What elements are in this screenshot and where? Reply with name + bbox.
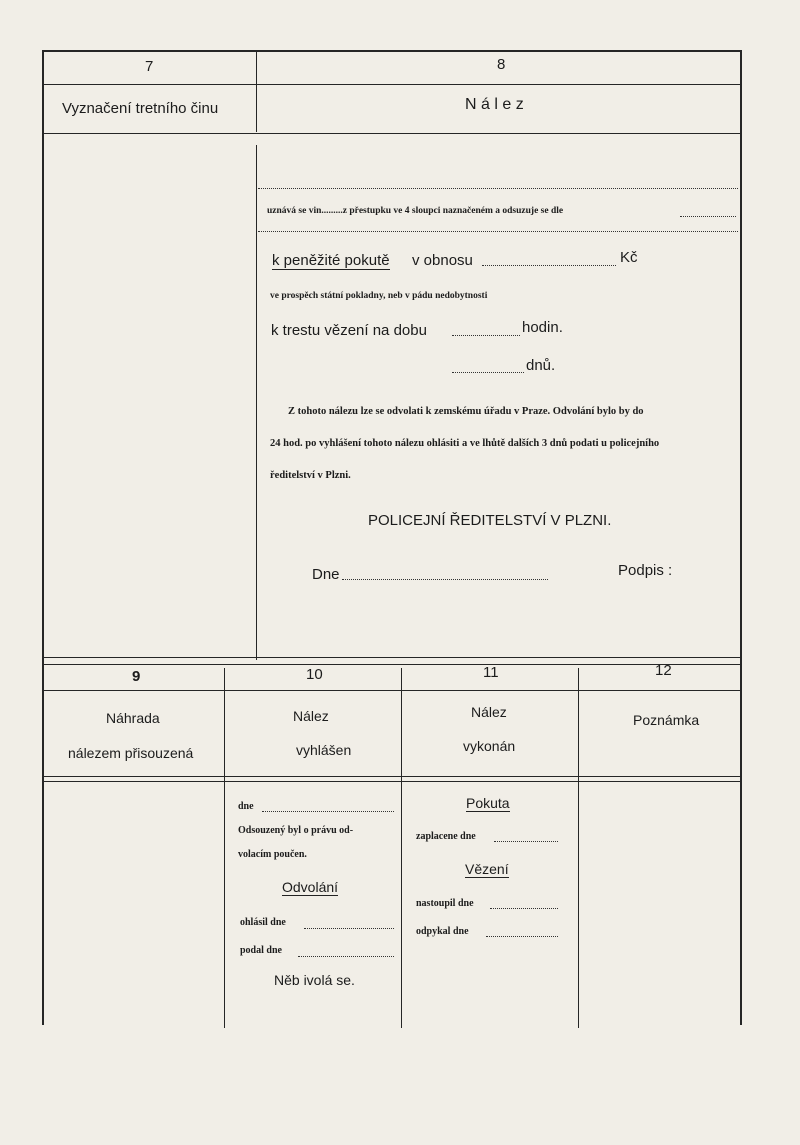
- col10-announced-dotted: [304, 928, 394, 929]
- col9-title-line1: Náhrada: [106, 710, 160, 726]
- col10-filed-dotted: [298, 956, 394, 957]
- col11-served-dotted: [486, 936, 558, 937]
- fine-currency: Kč: [620, 249, 638, 266]
- appeal-line-1: Z tohoto nálezu lze se odvolati k zemskému úřadu v Praze. Odvolání bylo by do: [288, 406, 644, 417]
- bottom-header-rule: [44, 776, 740, 777]
- authority-name: POLICEJNÍ ŘEDITELSTVÍ V PLZNI.: [368, 512, 612, 529]
- appeal-line-3: ředitelství v Plzni.: [270, 470, 351, 481]
- col7-col8-divider: [256, 145, 257, 660]
- col11-title-line1: Nález: [471, 704, 507, 720]
- col10-title-line1: Nález: [293, 708, 329, 724]
- bottom-header-rule-2: [44, 781, 740, 782]
- col11-started: nastoupil dne: [416, 898, 474, 909]
- finding-uznava-line: uznává se vin.........z přestupku ve 4 sloupci naznačeném a odsuzuje se dle: [267, 206, 564, 216]
- appeal-line-2: 24 hod. po vyhlášení tohoto nálezu ohlásiti a ve lhůtě dalších 3 dnů podati u policejního: [270, 438, 660, 449]
- bottom-number-rule: [44, 690, 740, 691]
- col10-dne-dotted: [262, 811, 394, 812]
- prison-days: dnů.: [526, 357, 556, 374]
- col11-prison-title: Vězení: [465, 861, 509, 877]
- left-border: [42, 50, 44, 1025]
- col10-number: 10: [306, 666, 323, 683]
- col10-title-line2: vyhlášen: [296, 742, 352, 758]
- prison-label: k trestu vězení na dobu: [271, 322, 427, 339]
- right-border: [740, 50, 742, 1025]
- col10-not-appealing: Něb ivolá se.: [274, 972, 355, 988]
- top-number-rule: [44, 84, 740, 85]
- col11-paid-dotted: [494, 841, 558, 842]
- signature-label: Podpis :: [618, 562, 673, 579]
- col11-started-dotted: [490, 908, 558, 909]
- col10-sentenced-line1: Odsouzený byl o právu od-: [238, 825, 354, 836]
- in-favor-line: ve prospěch státní pokladny, neb v pádu nedobytnosti: [270, 291, 488, 301]
- col11-number: 11: [483, 664, 499, 681]
- fine-label: k peněžité pokutě: [272, 252, 390, 269]
- col9-title-line2: nálezem přisouzená: [68, 745, 194, 761]
- col12-number: 12: [655, 662, 672, 679]
- top-border: [42, 50, 742, 52]
- prison-days-dotted: [452, 372, 524, 373]
- middle-rule-1: [44, 657, 740, 658]
- finding-dotted-2: [258, 231, 738, 232]
- prison-hours: hodin.: [522, 319, 563, 336]
- top-header-divider: [256, 52, 257, 132]
- col10-appeal-title: Odvolání: [282, 879, 339, 895]
- fine-amount-dotted: [482, 265, 616, 266]
- col9-col10-divider: [224, 668, 225, 1028]
- col10-sentenced-line2: volacím poučen.: [238, 849, 307, 860]
- date-dotted: [342, 579, 548, 580]
- col10-col11-divider: [401, 668, 402, 1028]
- finding-dotted-1: [258, 188, 738, 189]
- col7-title: Vyznačení tretního činu: [62, 100, 219, 117]
- col11-paid: zaplacene dne: [416, 831, 476, 842]
- col9-number: 9: [132, 668, 141, 685]
- col10-filed: podal dne: [240, 945, 282, 956]
- col12-title: Poznámka: [633, 712, 700, 728]
- finding-uznava-dotted: [680, 216, 736, 217]
- top-header-bottom: [44, 133, 740, 134]
- col7-number: 7: [145, 58, 154, 75]
- date-label: Dne: [312, 566, 340, 583]
- col11-served: odpykal dne: [416, 926, 469, 937]
- prison-hours-dotted: [452, 335, 520, 336]
- col11-col12-divider: [578, 668, 579, 1028]
- col8-number: 8: [497, 56, 506, 73]
- col8-title: N á l e z: [465, 96, 524, 113]
- fine-amount-prefix: v obnosu: [412, 252, 473, 269]
- middle-rule-2: [44, 664, 740, 665]
- col11-title-line2: vykonán: [463, 738, 516, 754]
- col10-dne: dne: [238, 801, 254, 812]
- col11-fine-title: Pokuta: [466, 795, 510, 811]
- col10-announced: ohlásil dne: [240, 917, 286, 928]
